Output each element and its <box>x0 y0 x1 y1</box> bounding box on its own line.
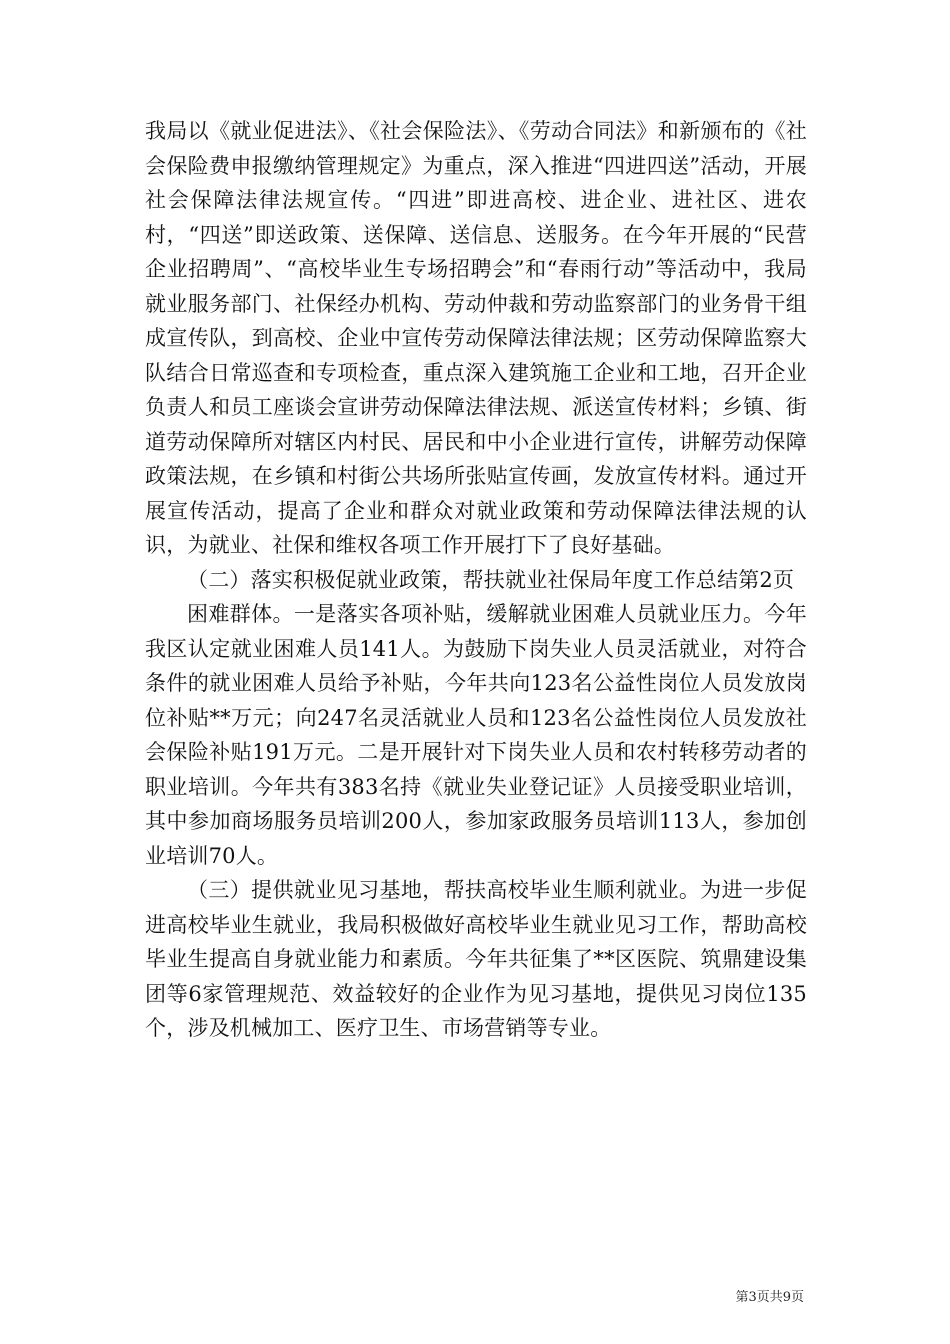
document-body <box>145 114 807 1046</box>
paragraph-section-two-heading: （二）落实积极促就业政策，帮扶就业社保局年度工作总结第2页 <box>187 567 795 592</box>
page-number-footer: 第3页共9页 <box>735 1290 804 1305</box>
paragraph-publicity: 我局以《就业促进法》、《社会保险法》、《劳动合同法》和新颁布的《社会保险费申报缴纳管理规定》为重点，深入推进“四进四送”活动，开展社会保障法律法规宣传。“四进”即进高校、进企业、进社区、进农村，“四送”即送政策、送保障、送信息、送服务。在今年开展的“民营企业招聘周”、“高校毕业生专场招聘会”和“春雨行动”等活动中，我局就业服务部门、社保经办机构、劳动仲裁和劳动监察部门的业务骨干组成宣传队，到高校、企业中宣传劳动保障法律法规；区劳动保障监察大队结合日常巡查和专项检查，重点深入建筑施工企业和工地，召开企业负责人和员工座谈会宣讲劳动保障法律法规、派送宣传材料；乡镇、街道劳动保障所对辖区内村民、居民和中小企业进行宣传，讲解劳动保障政策法规，在乡镇和村街公共场所张贴宣传画，发放宣传材料。通过开展宣传活动，提高了企业和群众对就业政策和劳动保障法律法规的认识，为就业、社保和维权各项工作开展打下了良好基础。 <box>145 119 807 557</box>
paragraph-difficult-groups: 困难群体。一是落实各项补贴，缓解就业困难人员就业压力。今年我区认定就业困难人员141人。为鼓励下岗失业人员灵活就业，对符合条件的就业困难人员给予补贴，今年共向123名公益性岗位人员发放岗位补贴**万元；向247名灵活就业人员和123名公益性岗位人员发放社会保险补贴191万元。二是开展针对下岗失业人员和农村转移劳动者的职业培训。今年共有383名持《就业失业登记证》人员接受职业培训，其中参加商场服务员培训200人，参加家政服务员培训113人，参加创业培训70人。 <box>145 602 807 868</box>
paragraph-section-three: （三）提供就业见习基地，帮扶高校毕业生顺利就业。为进一步促进高校毕业生就业，我局积极做好高校毕业生就业见习工作，帮助高校毕业生提高自身就业能力和素质。今年共征集了**区医院、筑鼎建设集团等6家管理规范、效益较好的企业作为见习基地，提供见习岗位135个，涉及机械加工、医疗卫生、市场营销等专业。 <box>145 878 807 1040</box>
